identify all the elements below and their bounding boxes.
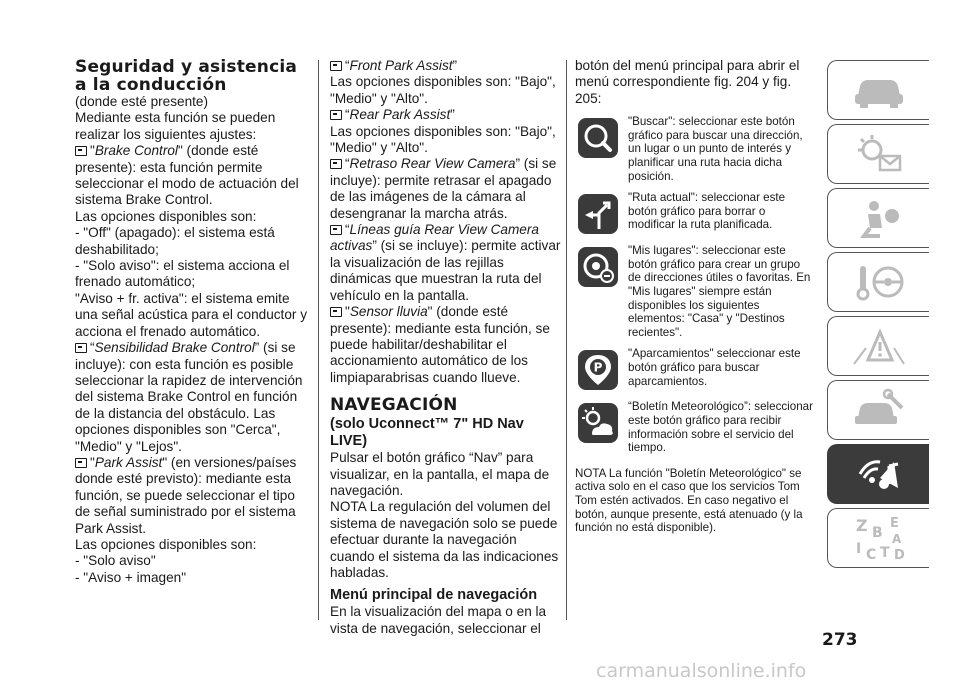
tab-starting-driving[interactable] [827,252,929,312]
index-letter: A [891,532,901,546]
feature-text: "Ruta actual": seleccionar este botón gráfico para borrar o modificar la ruta planificada. [628,191,786,232]
retraso-item: “Retraso Rear View Camera” (si se incluye): permite retrasar el apagado de las imágenes de la cámara al desengranar la marcha atrás. [330,156,557,221]
tools-car-icon [850,388,908,432]
park-option-1: - "Solo aviso" [75,553,156,569]
feature-text: "Aparcamientos" seleccionar este botón gráfico para buscar aparcamientos. [628,347,801,388]
chapter-tabs [827,60,929,572]
warning-lights-icon [850,132,908,176]
weather-note: NOTA La función "Boletín Meteorológico" se activa solo en el caso que los servicios Tom Tom estén activados. En caso negativo el botón, aunque presente, está atenuado (y la función no está disponible). [575,466,803,535]
section-subtitle: (donde esté presente) [75,94,209,109]
airbag-safety-icon [850,196,908,240]
car-icon [850,70,908,110]
menu-bullet-icon [330,61,342,71]
sensibilidad-item: “Sensibilidad Brake Control” (si se incluye): con esta función es posible seleccionar la rapidez de intervención del sistema Brake Control en función de la distancia del obstáculo. Las opciones disponibles son "Cerca", "Medio" y "Lejos". [75,340,303,454]
search-icon [575,115,620,160]
my-places-icon [575,244,620,289]
index-letter: B [871,525,883,541]
tab-emergency[interactable] [827,316,929,376]
weather-icon [575,400,620,445]
column-divider [566,60,567,620]
feature-search [575,115,815,183]
index-letters-icon [850,513,908,563]
feature-my-places [575,244,815,339]
park-option-2: - "Aviso + imagen" [75,569,187,585]
intro-text: Mediante esta función se pueden realizar los siguientes ajustes: [75,110,276,142]
sensor-item: "Sensor lluvia" (donde esté presente): mediante esta función, se puede habilitar/deshabilitar el accionamiento automático de los limpiaparabrisas cuando llueve. [330,304,550,385]
menu-bullet-icon [75,343,87,353]
index-letter: E [889,516,899,531]
column-2 [330,58,562,637]
feature-current-route [575,191,815,236]
feature-text: “Boletín Meteorológico”: seleccionar este botón gráfico para recibir información sobre el servicio del tiempo. [628,400,813,455]
section-title: Seguridad y asistencia a la conducción [75,57,298,95]
index-letter: C [865,547,876,563]
option-aviso-frenado: "Aviso + fr. activa": el sistema emite una señal acústica para el conductor y acciona el frenado automático. [75,290,307,339]
index-letter: I [855,541,861,557]
menu-text: En la visualización del mapa o en la vista de navegación, seleccionar el [330,604,547,636]
park-assist-item: "Park Assist" (en versiones/países donde esté previsto): mediante esta función, se puede seleccionar el tipo de señal suministrado por el sistema Park Assist. [75,454,297,536]
menu-bullet-icon [330,159,342,169]
road-warning-icon [850,324,908,368]
tab-maintenance[interactable] [827,380,929,440]
multimedia-icon [850,452,908,496]
page-number: 273 [822,630,858,650]
lineas-item: “Líneas guía Rear View Camera activas” (si se incluye): permite activar la visualización de las rejillas dinámicas que muestran la ruta del vehículo en la pantalla. [330,222,561,303]
tab-safety[interactable] [827,188,929,248]
column-3 [575,58,815,535]
park-options-heading: Las opciones disponibles son: [75,536,257,552]
menu-bullet-icon [75,146,87,156]
nav-text-2: NOTA La regulación del volumen del sistema de navegación solo se puede efectuar durante la navegación cuando el sistema da las indicaciones habladas. [330,499,559,580]
brake-control-item: "Brake Control" (donde esté presente): esta función permite seleccionar el modo de actuación del sistema Brake Control. [75,143,299,208]
continuation-text: botón del menú principal para abrir el menú correspondiente fig. 204 y fig. 205: [575,58,800,106]
index-letter: Z [855,516,868,535]
front-park-item: “Front Park Assist” [330,58,562,74]
tab-index[interactable] [827,508,929,568]
feature-text: "Buscar": seleccionar este botón gráfico para buscar una dirección, un lugar o un punto de interés y planificar una ruta hacia dicha posición. [628,115,803,183]
front-park-options: Las opciones disponibles son: "Bajo", "Medio" y "Alto". [330,74,556,106]
current-route-icon [575,191,620,236]
tab-multimedia[interactable] [827,444,929,504]
nav-title: NAVEGACIÓN [330,395,458,416]
rear-park-options: Las opciones disponibles son: "Bajo", "Medio" y "Alto". [330,123,556,156]
index-letter: T [879,545,890,561]
option-off: - "Off" (apagado): el sistema está deshabilitado; [75,225,275,257]
menu-bullet-icon [75,458,87,468]
nav-text-1: Pulsar el botón gráfico “Nav” para visualizar, en la pantalla, el mapa de navegación. [330,450,550,498]
feature-parking [575,347,815,392]
svg-text:P: P [593,360,602,375]
menu-title: Menú principal de navegación [330,587,538,604]
steering-key-icon [850,260,908,304]
tab-vehicle[interactable] [827,60,929,120]
column-divider [318,60,319,620]
menu-bullet-icon [330,307,342,317]
tab-warning-lights[interactable] [827,124,929,184]
nav-subtitle: (solo Uconnect™ 7" HD Nav LIVE) [330,416,524,450]
watermark: carmanualsonline.info [596,660,807,682]
menu-bullet-icon [330,225,342,235]
option-solo-aviso: - "Solo aviso": el sistema acciona el frenado automático; [75,258,290,290]
options-heading: Las opciones disponibles son: [75,208,257,224]
rear-park-item: “Rear Park Assist” [330,107,562,123]
index-letter: D [893,548,905,563]
menu-bullet-icon [330,110,342,120]
column-1 [75,58,307,586]
parking-icon [575,347,620,392]
feature-text: "Mis lugares": seleccionar este botón gráfico para crear un grupo de direcciones útiles o favoritas. En "Mis lugares" siempre están disponibles los siguientes elementos: "Casa" y "Destinos recientes". [628,244,811,339]
feature-weather [575,400,815,454]
